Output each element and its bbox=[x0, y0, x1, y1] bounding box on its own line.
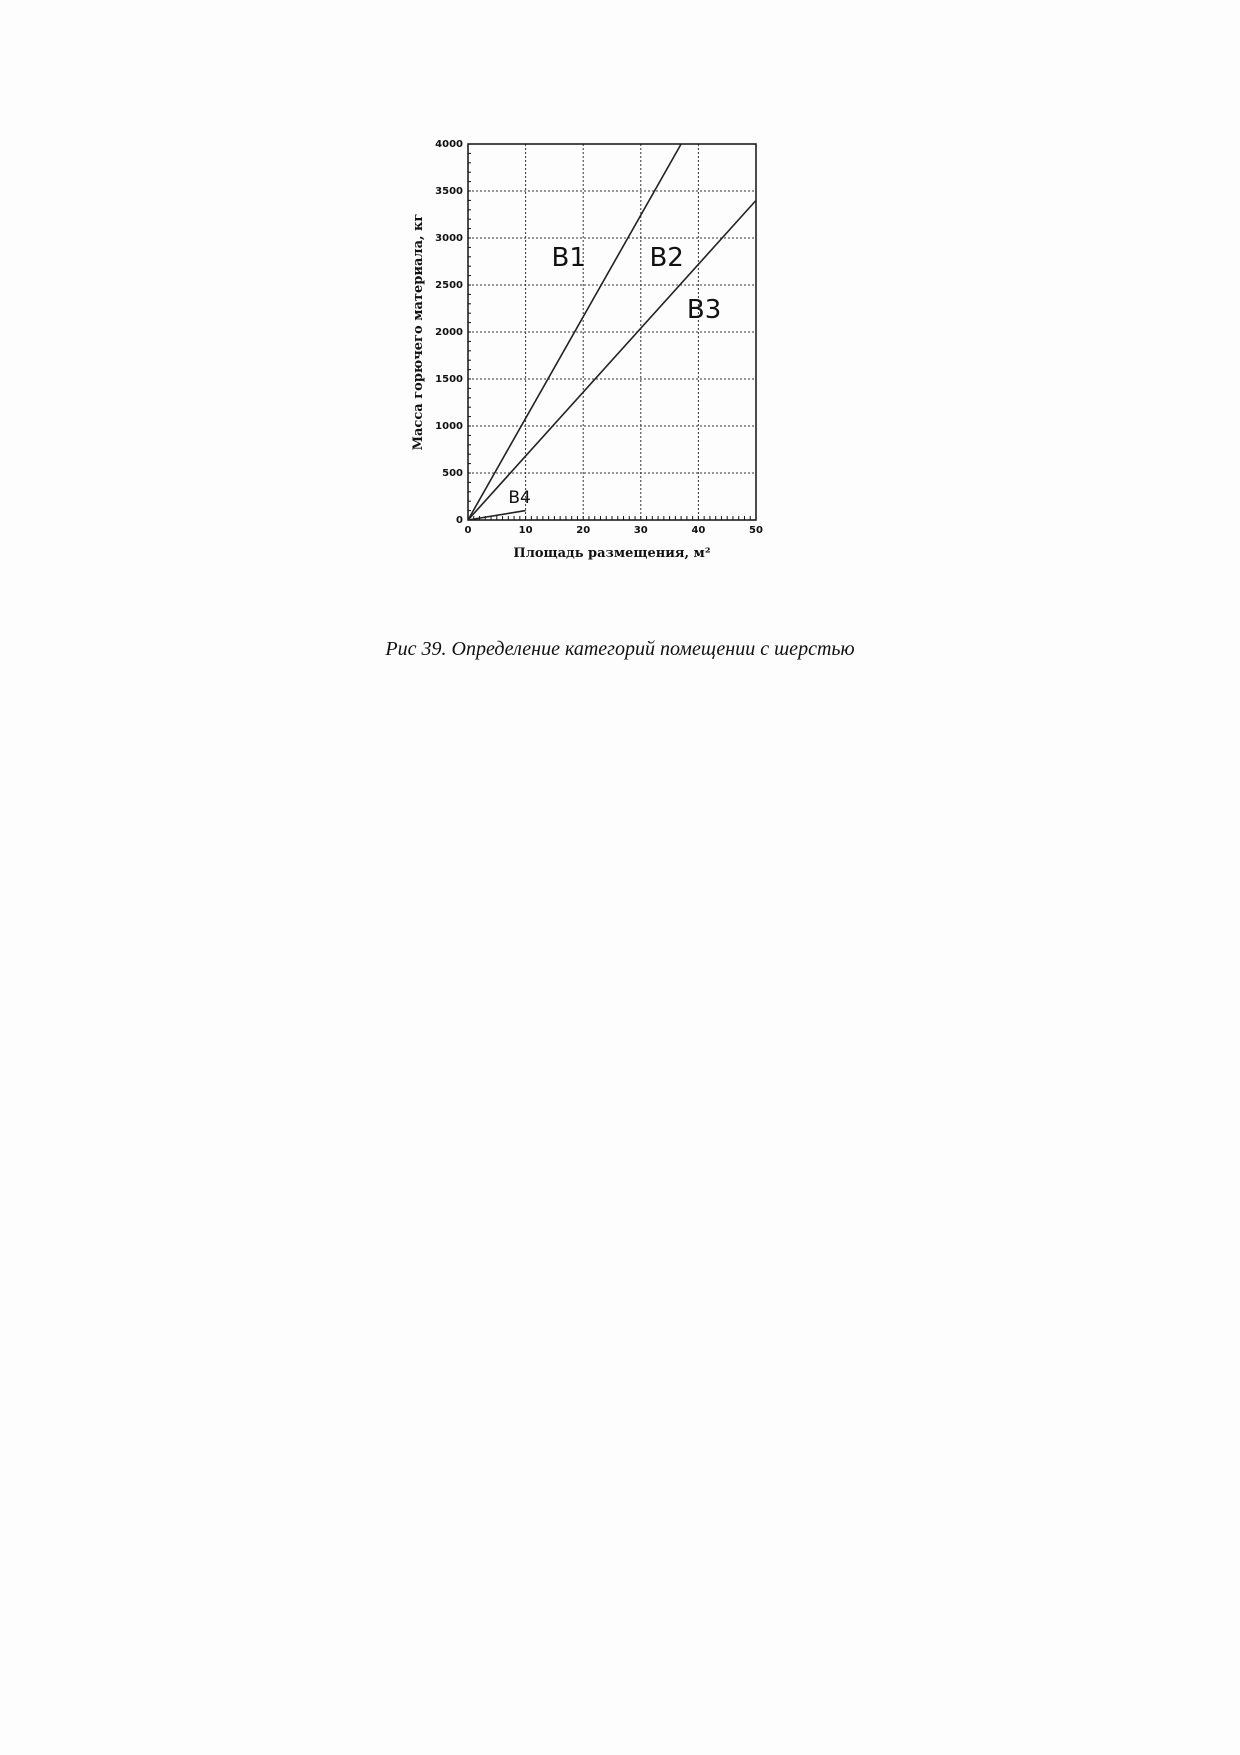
y-tick-label: 3000 bbox=[435, 233, 463, 244]
y-axis-label: Масса горючего материала, кг bbox=[411, 213, 426, 451]
x-tick-label: 30 bbox=[633, 525, 648, 536]
x-tick-label: 50 bbox=[749, 525, 763, 536]
y-tick-label: 0 bbox=[456, 515, 463, 526]
x-tick-label: 40 bbox=[691, 525, 706, 536]
y-tick-label: 4000 bbox=[435, 140, 463, 150]
series-line-2 bbox=[468, 200, 756, 520]
y-tick-label: 1000 bbox=[435, 421, 463, 432]
y-tick-label: 3500 bbox=[435, 186, 463, 197]
figure-caption: Рис 39. Определение категорий помещении с шерстью bbox=[385, 638, 855, 660]
y-tick-label: 500 bbox=[442, 468, 463, 479]
y-tick-label: 2500 bbox=[435, 280, 463, 291]
y-tick-label: 1500 bbox=[435, 374, 463, 385]
x-tick-label: 10 bbox=[518, 525, 533, 536]
region-label: В1 bbox=[551, 243, 586, 274]
x-axis-label: Площадь размещения, м² bbox=[513, 546, 711, 561]
region-label: В3 bbox=[686, 294, 722, 325]
x-tick-label: 20 bbox=[576, 525, 591, 536]
x-tick-label: 0 bbox=[464, 525, 472, 536]
chart bbox=[400, 140, 860, 630]
y-tick-label: 2000 bbox=[435, 327, 463, 338]
region-label: В4 bbox=[508, 488, 531, 509]
region-label: В2 bbox=[649, 243, 684, 274]
